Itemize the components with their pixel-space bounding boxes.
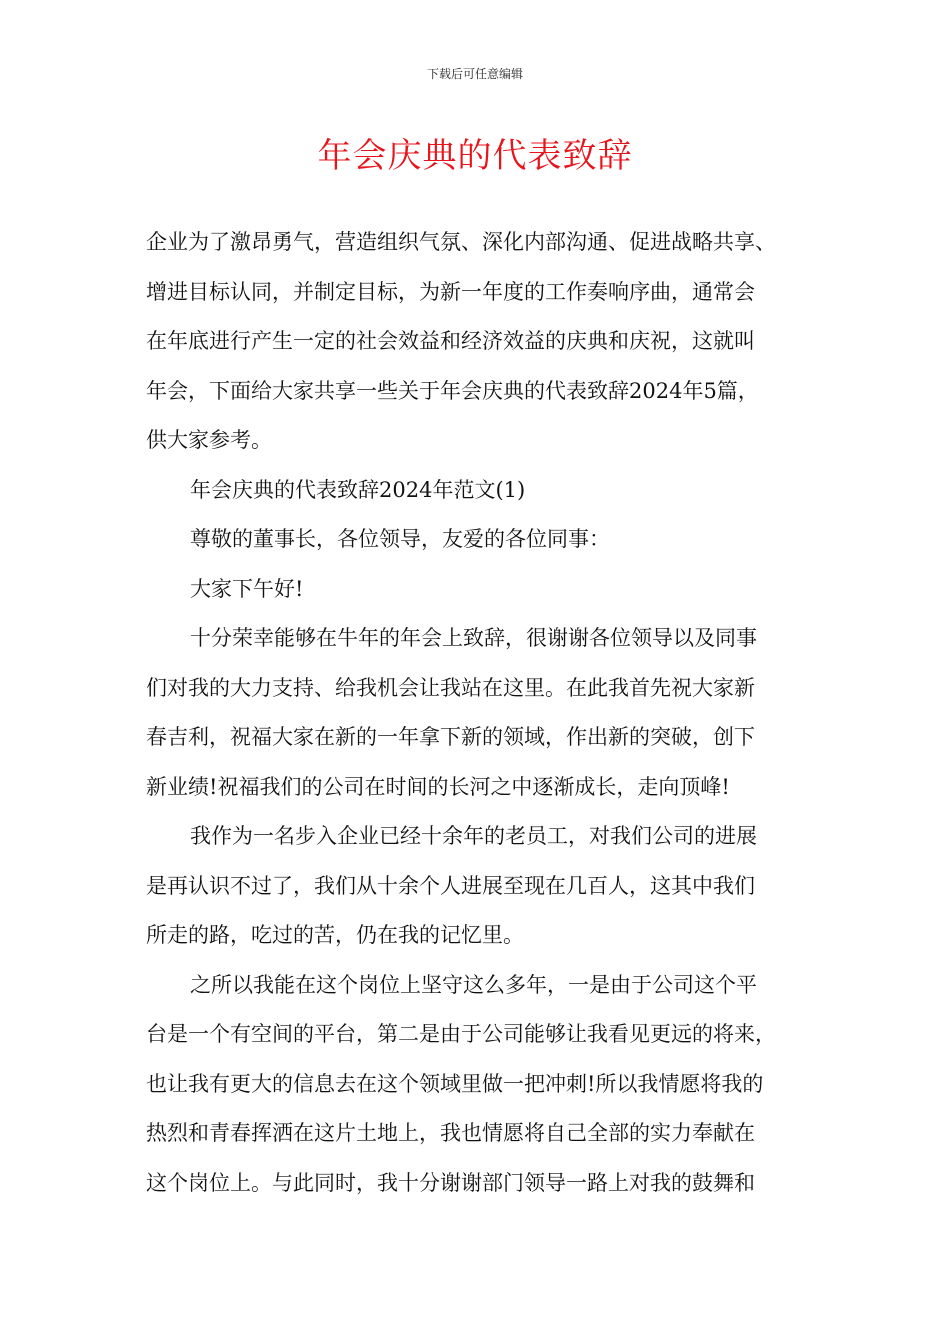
text-line: 新业绩!祝福我们的公司在时间的长河之中逐渐成长，走向顶峰! bbox=[146, 774, 730, 799]
text-line: 尊敬的董事长，各位领导，友爱的各位同事： bbox=[190, 527, 610, 551]
text-line: 之所以我能在这个岗位上坚守这么多年，一是由于公司这个平 bbox=[190, 972, 757, 997]
text-line: 这个岗位上。与此同时，我十分谢谢部门领导一路上对我的鼓舞和 bbox=[146, 1170, 755, 1195]
text-line: 十分荣幸能够在牛年的年会上致辞，很谢谢各位领导以及同事 bbox=[190, 626, 757, 650]
document-body bbox=[146, 218, 808, 1208]
text-line: 是再认识不过了，我们从十余个人进展至现在几百人，这其中我们 bbox=[146, 873, 755, 898]
text-line: 企业为了激昂勇气，营造组织气氛、深化内部沟通、促进战略共享、 bbox=[146, 230, 776, 254]
text-line: 台是一个有空间的平台，第二是由于公司能够让我看见更远的将来， bbox=[146, 1022, 776, 1046]
text-line: 春吉利，祝福大家在新的一年拿下新的领域，作出新的突破，创下 bbox=[146, 725, 755, 749]
text-line: 年会，下面给大家共享一些关于年会庆典的代表致辞2024年5篇， bbox=[146, 378, 759, 403]
text-line: 们对我的大力支持、给我机会让我站在这里。在此我首先祝大家新 bbox=[146, 675, 755, 700]
document-title: 年会庆典的代表致辞 bbox=[317, 136, 633, 176]
text-line: 在年底进行产生一定的社会效益和经济效益的庆典和庆祝，这就叫 bbox=[146, 329, 755, 353]
text-line: 大家下午好! bbox=[190, 576, 304, 601]
header-note: 下载后可任意编辑 bbox=[426, 67, 523, 81]
text-line: 供大家参考。 bbox=[146, 428, 272, 452]
text-line: 年会庆典的代表致辞2024年范文(1) bbox=[190, 477, 526, 502]
text-line: 所走的路，吃过的苦，仍在我的记忆里。 bbox=[146, 923, 524, 947]
text-line: 也让我有更大的信息去在这个领域里做一把冲刺!所以我情愿将我的 bbox=[146, 1071, 764, 1096]
text-line: 增进目标认同，并制定目标，为新一年度的工作奏响序曲，通常会 bbox=[146, 279, 755, 304]
text-line: 热烈和青春挥洒在这片土地上，我也情愿将自己全部的实力奉献在 bbox=[146, 1121, 755, 1145]
text-line: 我作为一名步入企业已经十余年的老员工，对我们公司的进展 bbox=[190, 824, 757, 848]
